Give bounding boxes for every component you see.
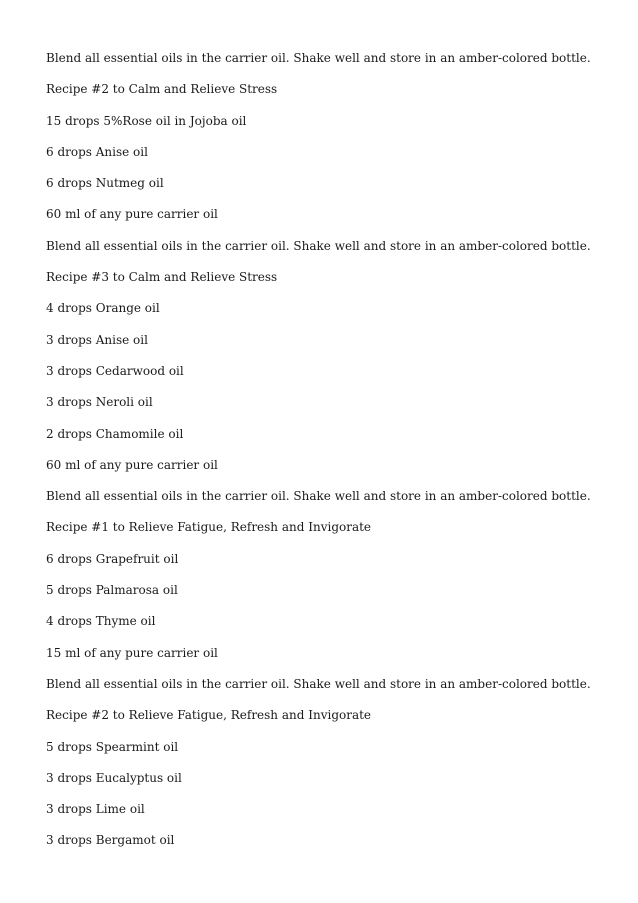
ingredient-item: 3 drops Cedarwood oil (46, 363, 184, 378)
recipe-heading: Recipe #1 to Relieve Fatigue, Refresh and Invigorate (46, 520, 372, 535)
ingredient-item: 2 drops Chamomile oil (46, 426, 184, 441)
document-body (46, 49, 616, 863)
instruction-text: Blend all essential oils in the carrier oil. Shake well and store in an amber-colored bottle. (46, 238, 591, 253)
ingredient-item: 6 drops Nutmeg oil (46, 176, 164, 191)
ingredient-item: 3 drops Lime oil (46, 802, 145, 817)
instruction-text: Blend all essential oils in the carrier oil. Shake well and store in an amber-colored bottle. (46, 489, 591, 504)
ingredient-item: 4 drops Orange oil (46, 301, 160, 316)
recipe-heading: Recipe #2 to Calm and Relieve Stress (46, 82, 278, 97)
ingredient-item: 60 ml of any pure carrier oil (46, 457, 218, 472)
ingredient-item: 15 ml of any pure carrier oil (46, 645, 218, 660)
instruction-text: Blend all essential oils in the carrier oil. Shake well and store in an amber-colored bottle. (46, 676, 591, 691)
recipe-heading: Recipe #3 to Calm and Relieve Stress (46, 270, 278, 285)
ingredient-item: 5 drops Spearmint oil (46, 739, 179, 754)
ingredient-item: 3 drops Anise oil (46, 332, 148, 347)
recipe-heading: Recipe #2 to Relieve Fatigue, Refresh and Invigorate (46, 708, 372, 723)
instruction-text: Blend all essential oils in the carrier oil. Shake well and store in an amber-colored bottle. (46, 51, 591, 65)
ingredient-item: 15 drops 5%Rose oil in Jojoba oil (46, 113, 247, 128)
ingredient-item: 3 drops Bergamot oil (46, 833, 175, 848)
ingredient-item: 6 drops Grapefruit oil (46, 551, 179, 566)
ingredient-item: 6 drops Anise oil (46, 144, 148, 159)
ingredient-item: 5 drops Palmarosa oil (46, 583, 178, 598)
ingredient-item: 60 ml of any pure carrier oil (46, 207, 218, 222)
ingredient-item: 4 drops Thyme oil (46, 614, 156, 629)
ingredient-item: 3 drops Eucalyptus oil (46, 770, 182, 785)
ingredient-item: 3 drops Neroli oil (46, 395, 153, 410)
